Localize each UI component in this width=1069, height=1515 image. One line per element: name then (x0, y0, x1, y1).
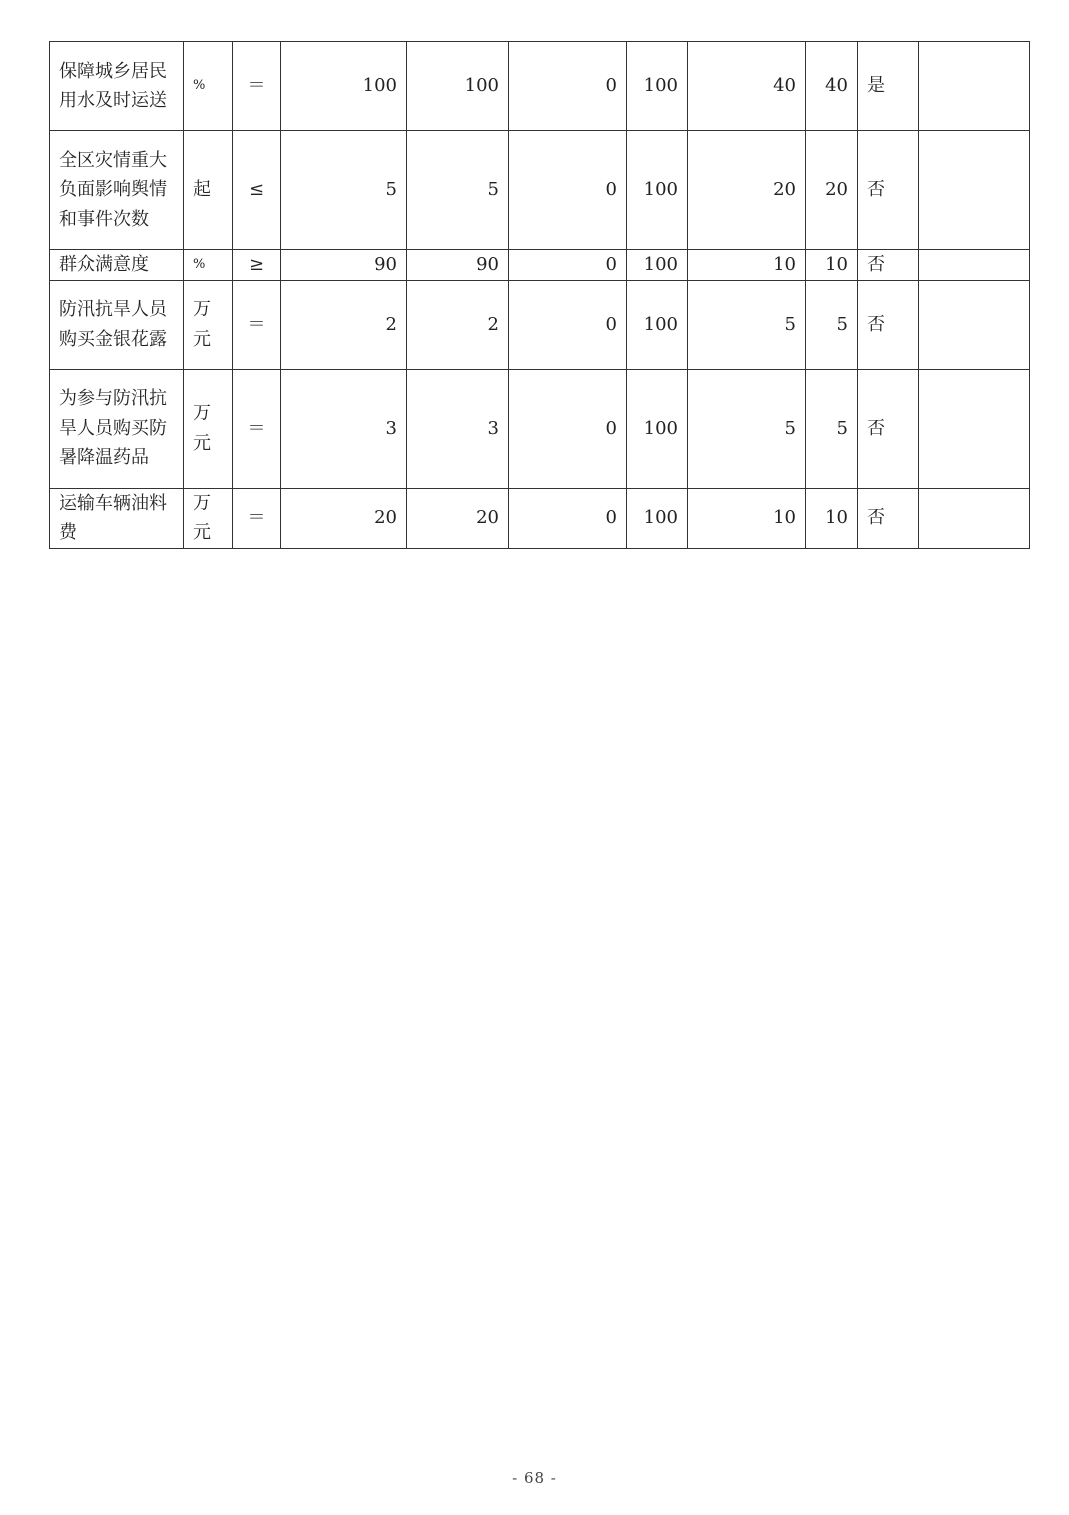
weight-cell: 5 (688, 280, 806, 369)
score-cell: 40 (806, 42, 858, 131)
weight-cell: 5 (688, 369, 806, 488)
actual-value-cell: 5 (407, 131, 509, 250)
score-cell: 5 (806, 280, 858, 369)
operator-cell: ≤ (233, 131, 281, 250)
table-row (50, 280, 1030, 369)
completion-rate-cell: 100 (627, 250, 688, 281)
remark-cell (919, 250, 1030, 281)
remark-cell (919, 42, 1030, 131)
score-cell: 10 (806, 488, 858, 548)
deviation-cell: 0 (509, 280, 627, 369)
remark-cell (919, 280, 1030, 369)
target-value-cell: 5 (281, 131, 407, 250)
score-cell: 10 (806, 250, 858, 281)
weight-cell: 40 (688, 42, 806, 131)
actual-value-cell: 20 (407, 488, 509, 548)
operator-cell: ＝ (233, 369, 281, 488)
table-row (50, 131, 1030, 250)
page-number: - 68 - (512, 1469, 557, 1487)
unit-cell: 万元 (184, 369, 233, 488)
weight-cell: 10 (688, 250, 806, 281)
weight-cell: 10 (688, 488, 806, 548)
operator-cell: ＝ (233, 488, 281, 548)
core-indicator-flag-cell: 否 (858, 280, 919, 369)
target-value-cell: 2 (281, 280, 407, 369)
core-indicator-flag-cell: 否 (858, 369, 919, 488)
unit-cell: 万元 (184, 488, 233, 548)
score-cell: 20 (806, 131, 858, 250)
unit-cell: % (184, 250, 233, 281)
performance-indicator-table (49, 41, 1030, 549)
target-value-cell: 3 (281, 369, 407, 488)
completion-rate-cell: 100 (627, 42, 688, 131)
weight-cell: 20 (688, 131, 806, 250)
unit-cell: % (184, 42, 233, 131)
indicator-name-cell: 运输车辆油料费 (50, 488, 184, 548)
actual-value-cell: 90 (407, 250, 509, 281)
table-row (50, 250, 1030, 281)
deviation-cell: 0 (509, 42, 627, 131)
completion-rate-cell: 100 (627, 280, 688, 369)
target-value-cell: 90 (281, 250, 407, 281)
operator-cell: ＝ (233, 280, 281, 369)
indicator-name-cell: 全区灾情重大负面影响舆情和事件次数 (50, 131, 184, 250)
indicator-name-cell: 保障城乡居民用水及时运送 (50, 42, 184, 131)
remark-cell (919, 369, 1030, 488)
remark-cell (919, 131, 1030, 250)
indicator-name-cell: 防汛抗旱人员购买金银花露 (50, 280, 184, 369)
table-row (50, 42, 1030, 131)
target-value-cell: 100 (281, 42, 407, 131)
operator-cell: ≥ (233, 250, 281, 281)
deviation-cell: 0 (509, 250, 627, 281)
core-indicator-flag-cell: 否 (858, 488, 919, 548)
score-cell: 5 (806, 369, 858, 488)
operator-cell: ＝ (233, 42, 281, 131)
indicator-name-cell: 群众满意度 (50, 250, 184, 281)
core-indicator-flag-cell: 是 (858, 42, 919, 131)
remark-cell (919, 488, 1030, 548)
unit-cell: 起 (184, 131, 233, 250)
actual-value-cell: 3 (407, 369, 509, 488)
target-value-cell: 20 (281, 488, 407, 548)
core-indicator-flag-cell: 否 (858, 131, 919, 250)
deviation-cell: 0 (509, 131, 627, 250)
completion-rate-cell: 100 (627, 488, 688, 548)
table-row (50, 488, 1030, 548)
completion-rate-cell: 100 (627, 369, 688, 488)
completion-rate-cell: 100 (627, 131, 688, 250)
unit-cell: 万元 (184, 280, 233, 369)
core-indicator-flag-cell: 否 (858, 250, 919, 281)
deviation-cell: 0 (509, 488, 627, 548)
deviation-cell: 0 (509, 369, 627, 488)
actual-value-cell: 100 (407, 42, 509, 131)
actual-value-cell: 2 (407, 280, 509, 369)
table-row (50, 369, 1030, 488)
indicator-name-cell: 为参与防汛抗旱人员购买防暑降温药品 (50, 369, 184, 488)
